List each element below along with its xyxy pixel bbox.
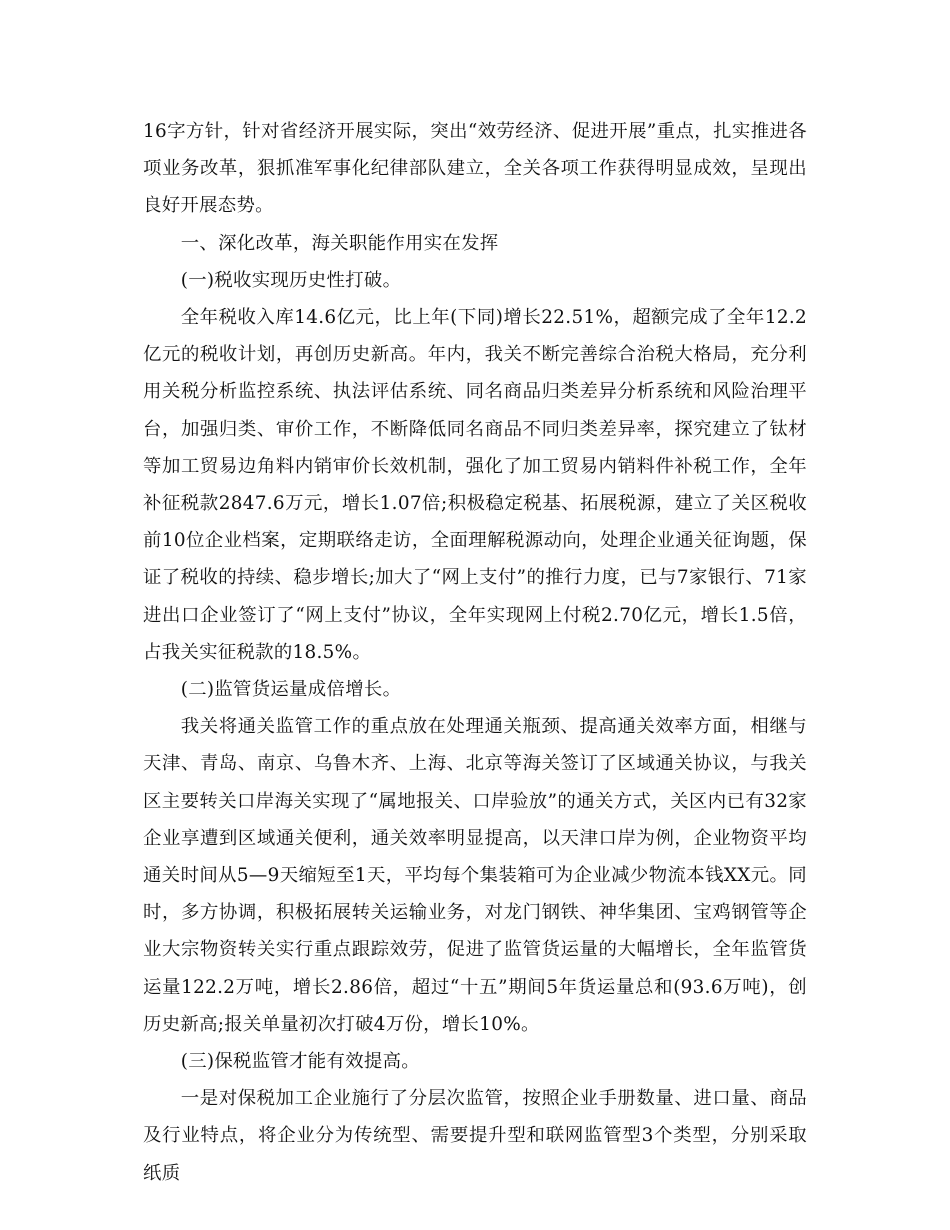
section-heading-1: 一、深化改革，海关职能作用实在发挥 — [180, 232, 499, 254]
paragraph-freight: 我关将通关监管工作的重点放在处理通关瓶颈、提高通关效率方面，相继与天津、青岛、南京、乌鲁木齐、上海、北京等海关签订了区域通关协议，与我关区主要转关口岸海关实现了“属地报关、口岸验放”的通关方式，关区内已有32家企业享遭到区域通关便利，通关效率明显提高，以天津口岸为例，企业物资平均通关时间从5—9天缩短至1天，平均每个集装箱可为企业减少物流本钱XX元。同时，多方协调，积极拓展转关运输业务，对龙门钢铁、神华集团、宝鸡钢管等企业大宗物资转关实行重点跟踪效劳，促进了监管货运量的大幅增长，全年监管货运量122.2万吨，增长2.86倍，超过“十五”期间5年货运量总和(93.6万吨)，创历史新高;报关单量初次打破4万份，增长10%。 — [143, 716, 807, 1035]
paragraph-intro: 16字方针，针对省经济开展实际，突出“效劳经济、促进开展”重点，扎实推进各项业务改革，狠抓准军事化纪律部队建立，全关各项工作获得明显成效，呈现出良好开展态势。 — [143, 121, 807, 217]
subsection-heading-bonded: (三)保税监管才能有效提高。 — [180, 1051, 420, 1073]
subsection-heading-tax: (一)税收实现历史性打破。 — [180, 269, 402, 291]
paragraph-bonded: 一是对保税加工企业施行了分层次监管，按照企业手册数量、进口量、商品及行业特点，将企业分为传统型、需要提升型和联网监管型3个类型，分别采取纸质 — [143, 1088, 807, 1184]
paragraph-tax: 全年税收入库14.6亿元，比上年(下同)增长22.51%，超额完成了全年12.2亿元的税收计划，再创历史新高。年内，我关不断完善综合治税大格局，充分利用关税分析监控系统、执法评估系统、同名商品归类差异分析系统和风险治理平台，加强归类、审价工作，不断降低同名商品不同归类差异率，探究建立了钛材等加工贸易边角料内销审价长效机制，强化了加工贸易内销料件补税工作，全年补征税款2847.6万元，增长1.07倍;积极稳定税基、拓展税源，建立了关区税收前10位企业档案，定期联络走访，全面理解税源动向，处理企业通关征询题，保证了税收的持续、稳步增长;加大了“网上支付”的推行力度，已与7家银行、71家进出口企业签订了“网上支付”协议，全年实现网上付税2.70亿元，增长1.5倍，占我关实征税款的18.5%。 — [143, 307, 807, 663]
subsection-heading-freight: (二)监管货运量成倍增长。 — [180, 679, 402, 701]
document-page — [143, 113, 807, 1192]
